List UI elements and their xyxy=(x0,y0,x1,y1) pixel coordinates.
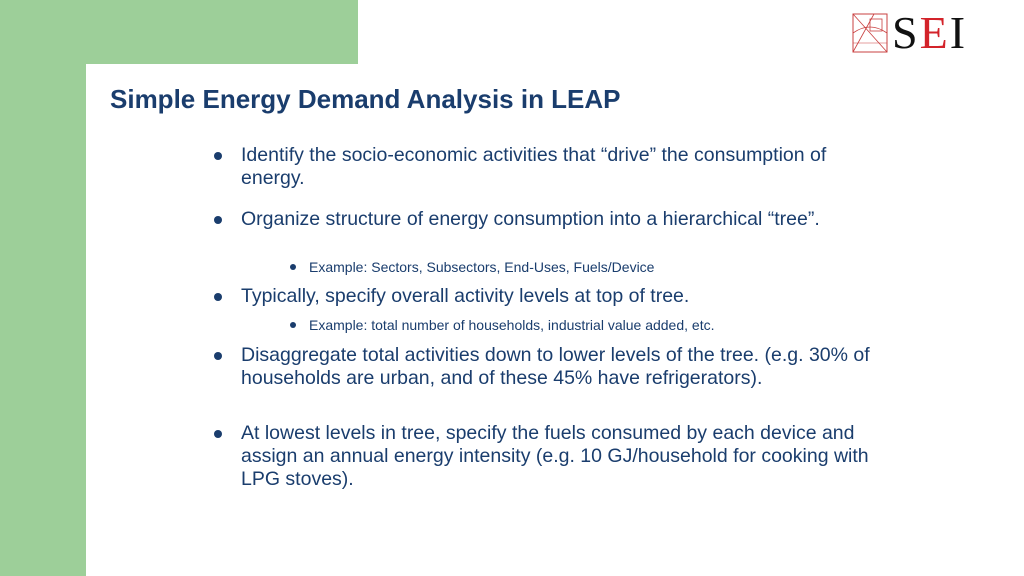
bullet-item: Disaggregate total activities down to lower levels of the tree. (e.g. 30% of households are urban, and of these 45% have refrigerators). xyxy=(241,344,881,390)
sub-bullet-item: Example: Sectors, Subsectors, End-Uses, Fuels/Device xyxy=(309,259,655,275)
green-side-band xyxy=(0,0,86,576)
logo-letter-i: I xyxy=(949,7,968,58)
bullet-item: Identify the socio-economic activities that “drive” the consumption of energy. xyxy=(241,144,881,190)
sei-logo-text xyxy=(892,7,968,58)
logo-letter-s: S xyxy=(892,7,920,58)
bullet-item: Typically, specify overall activity levels at top of tree. xyxy=(241,285,881,308)
sei-logo xyxy=(852,7,968,58)
sub-bullet-item: Example: total number of households, industrial value added, etc. xyxy=(309,317,715,333)
bullet-item: At lowest levels in tree, specify the fuels consumed by each device and assign an annual energy intensity (e.g. 10 GJ/household for cooking with LPG stoves). xyxy=(241,422,881,491)
slide-title: Simple Energy Demand Analysis in LEAP xyxy=(110,84,621,114)
logo-letter-e: E xyxy=(919,7,950,58)
sei-emblem-icon xyxy=(852,13,888,53)
bullet-item: Organize structure of energy consumption into a hierarchical “tree”. xyxy=(241,208,881,231)
